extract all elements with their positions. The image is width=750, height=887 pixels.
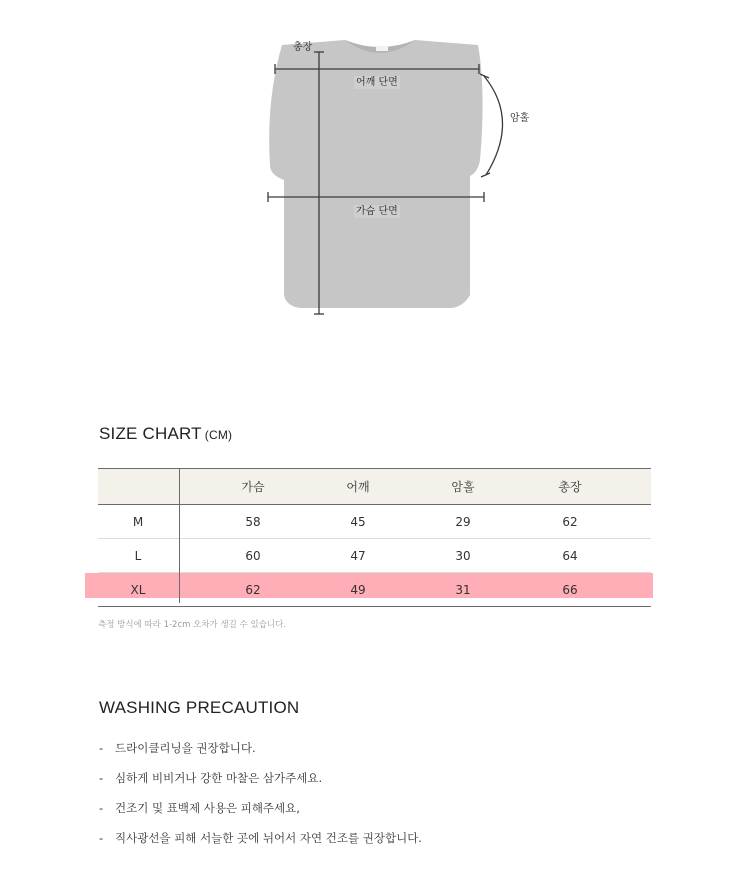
vest-illustration <box>0 0 750 330</box>
column-divider <box>179 468 180 603</box>
vest-neck-label <box>376 46 388 51</box>
value-cell: 30 <box>455 548 471 563</box>
total-length-label: 총장 <box>293 42 313 53</box>
washing-item-text: 직사광선을 피해 서늘한 곳에 뉘어서 자연 건조를 권장합니다. <box>115 831 422 845</box>
size-table <box>98 468 651 607</box>
bullet-dash: - <box>99 831 104 845</box>
table-row-highlighted <box>98 573 651 607</box>
washing-list <box>99 741 422 861</box>
size-chart-title <box>99 424 232 444</box>
size-cell: M <box>132 514 144 529</box>
value-cell: 45 <box>350 514 366 529</box>
table-header-row <box>98 468 651 505</box>
header-cell-length: 총장 <box>558 480 582 494</box>
size-cell: L <box>134 548 142 563</box>
list-item <box>99 741 422 771</box>
garment-diagram <box>0 0 750 330</box>
table-row <box>98 539 651 573</box>
washing-title: WASHING PRECAUTION <box>99 698 300 717</box>
header-cell-chest: 가슴 <box>241 480 265 494</box>
value-cell: 62 <box>562 514 578 529</box>
table-row <box>98 505 651 539</box>
bullet-dash: - <box>99 771 104 785</box>
chest-label: 가슴 단면 <box>356 206 398 217</box>
list-item <box>99 771 422 801</box>
bullet-dash: - <box>99 741 104 755</box>
list-item <box>99 801 422 831</box>
size-chart-unit: (CM) <box>204 428 233 442</box>
value-cell: 60 <box>245 548 261 563</box>
armhole-label: 암홀 <box>510 113 530 124</box>
bullet-dash: - <box>99 801 104 815</box>
list-item <box>99 831 422 861</box>
value-cell: 49 <box>350 582 366 597</box>
washing-item-text: 심하게 비비거나 강한 마찰은 삼가주세요. <box>115 771 323 785</box>
value-cell: 47 <box>350 548 366 563</box>
size-chart-title-text: SIZE CHART <box>99 424 202 443</box>
armhole-arc <box>484 76 503 175</box>
value-cell: 62 <box>245 582 261 597</box>
shoulder-label: 어깨 단면 <box>356 77 398 88</box>
header-cell-shoulder: 어깨 <box>346 480 370 494</box>
measurement-note: 측정 방식에 따라 1-2cm 오차가 생길 수 있습니다. <box>98 620 287 630</box>
value-cell: 58 <box>245 514 261 529</box>
washing-item-text: 건조기 및 표백제 사용은 피해주세요, <box>115 801 300 815</box>
washing-item-text: 드라이클리닝을 권장합니다. <box>115 741 256 755</box>
header-cell-armhole: 암홀 <box>451 480 475 494</box>
value-cell: 64 <box>562 548 578 563</box>
size-cell: XL <box>130 582 146 597</box>
value-cell: 66 <box>562 582 578 597</box>
value-cell: 29 <box>455 514 471 529</box>
value-cell: 31 <box>455 582 471 597</box>
